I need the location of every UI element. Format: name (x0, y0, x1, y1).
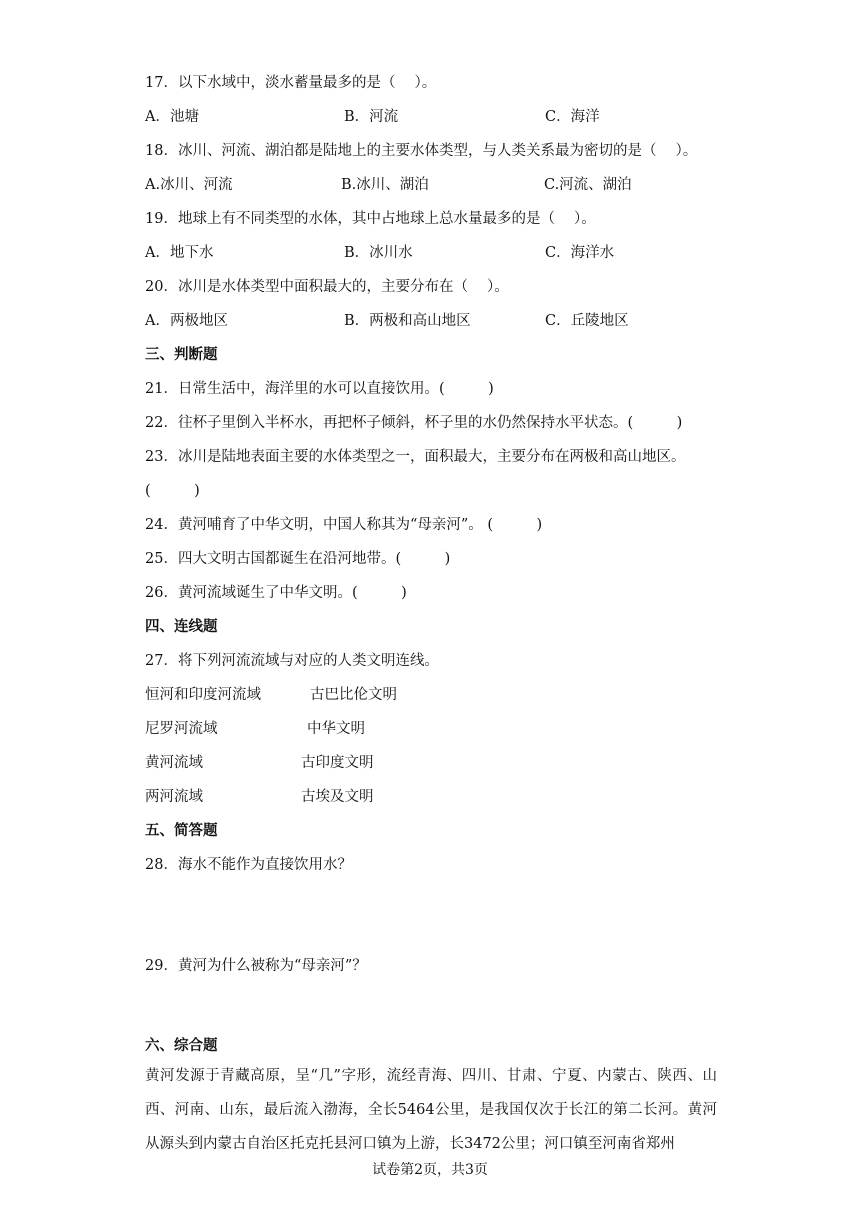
q18-option-a: A.冰川、河流 (145, 177, 233, 193)
q20-option-a: A．两极地区 (145, 313, 228, 329)
match-right-item: 古巴比伦文明 (310, 687, 397, 703)
section-6-heading: 六、综合题 (145, 1037, 218, 1054)
q17-option-a: A．池塘 (145, 109, 199, 125)
q18-option-b: B.冰川、湖泊 (341, 177, 429, 193)
q19-option-a: A．地下水 (145, 245, 214, 261)
q20-option-b: B．两极和高山地区 (344, 313, 471, 329)
match-left-item: 恒河和印度河流域 (145, 687, 261, 703)
question-23: 23．冰川是陆地表面主要的水体类型之一，面积最大，主要分布在两极和高山地区。 (145, 449, 686, 465)
q17-option-b: B．河流 (344, 109, 399, 125)
question-23-answer-blank: ( ) (145, 483, 200, 499)
match-left-item: 两河流域 (145, 789, 203, 805)
question-21: 21．日常生活中，海洋里的水可以直接饮用。( ) (145, 381, 494, 397)
question-20: 20．冰川是水体类型中面积最大的，主要分布在（ ）。 (145, 279, 509, 295)
q20-option-c: C．丘陵地区 (545, 313, 629, 329)
question-18: 18．冰川、河流、湖泊都是陆地上的主要水体类型，与人类关系最为密切的是（ ）。 (145, 143, 698, 159)
section-6-paragraph: 黄河发源于青藏高原，呈“几”字形，流经青海、四川、甘肃、宁夏、内蒙古、陕西、山西、河南、山东，最后流入渤海，全长5464公里，是我国仅次于长江的第二长河。黄河从源头到内蒙古自治区托克托县河口镇为上游，长3472公里；河口镇至河南省郑州 (145, 1068, 717, 1152)
q17-option-c: C．海洋 (545, 109, 600, 125)
question-27: 27．将下列河流流域与对应的人类文明连线。 (145, 653, 439, 669)
section-3-heading: 三、判断题 (145, 346, 218, 363)
page-footer: 试卷第2页，共3页 (372, 1162, 488, 1178)
question-19: 19．地球上有不同类型的水体，其中占地球上总水量最多的是（ ）。 (145, 211, 596, 227)
question-28: 28．海水不能作为直接饮用水？ (145, 857, 352, 873)
section-5-heading: 五、简答题 (145, 822, 218, 839)
question-25: 25．四大文明古国都诞生在沿河地带。( ) (145, 551, 451, 567)
question-22: 22．往杯子里倒入半杯水，再把杯子倾斜，杯子里的水仍然保持水平状态。( ) (145, 415, 683, 431)
q19-option-b: B．冰川水 (344, 245, 413, 261)
question-24: 24．黄河哺育了中华文明，中国人称其为“母亲河”。 ( ) (145, 517, 543, 533)
q18-option-c: C.河流、湖泊 (544, 177, 632, 193)
section-4-heading: 四、连线题 (145, 618, 218, 635)
match-right-item: 中华文明 (307, 721, 365, 737)
match-left-item: 黄河流域 (145, 755, 203, 771)
question-29: 29．黄河为什么被称为“母亲河”？ (145, 958, 367, 974)
q19-option-c: C．海洋水 (545, 245, 615, 261)
question-17: 17．以下水域中，淡水蓄量最多的是（ ）。 (145, 75, 437, 91)
match-right-item: 古埃及文明 (301, 789, 374, 805)
match-left-item: 尼罗河流域 (145, 721, 218, 737)
match-right-item: 古印度文明 (301, 755, 374, 771)
question-26: 26．黄河流域诞生了中华文明。( ) (145, 585, 407, 601)
